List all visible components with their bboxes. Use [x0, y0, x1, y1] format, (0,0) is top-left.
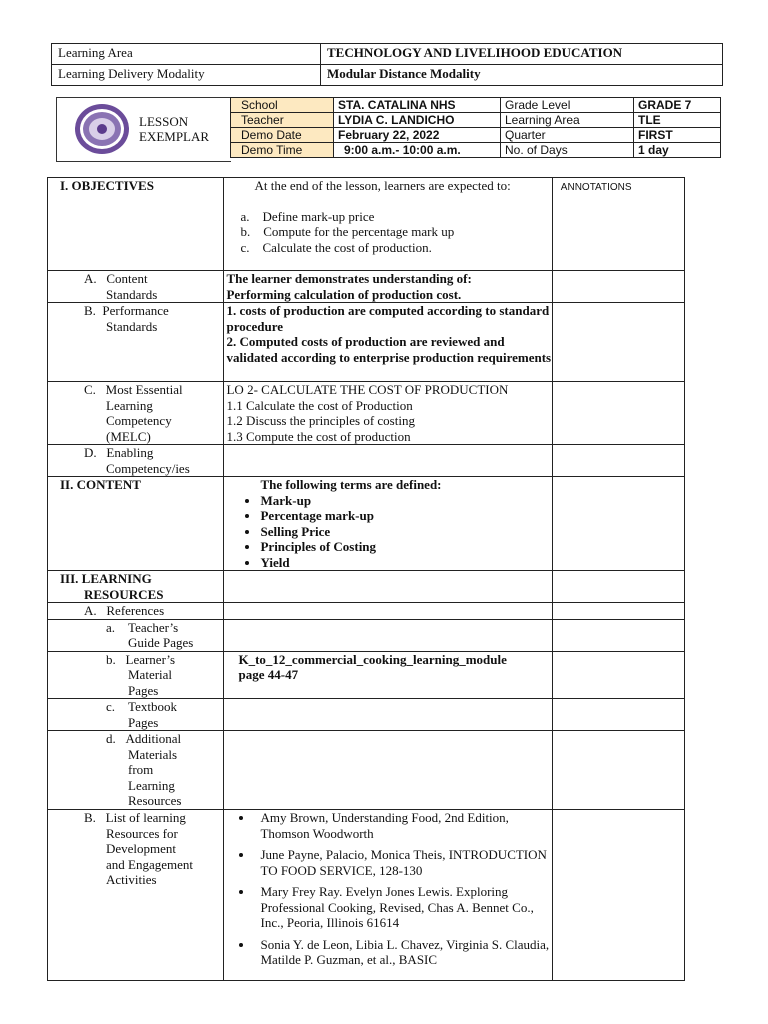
header-label: Learning Area — [52, 44, 321, 65]
row-label: D. Enabling Competency/ies — [84, 445, 190, 476]
info-key: Learning Area — [501, 113, 634, 128]
table-row — [48, 477, 685, 571]
row-label: B. Performance Standards — [84, 303, 169, 334]
info-key: Grade Level — [501, 98, 634, 113]
row-label: B. List of learning Resources for Development and Engagement Activities — [84, 810, 193, 887]
table-row — [48, 699, 685, 731]
objective-item: c. Calculate the cost of production. — [240, 239, 432, 255]
references-list — [226, 810, 551, 968]
learners-material-ref: K_to_12_commercial_cooking_learning_module — [238, 651, 507, 667]
info-row — [231, 98, 721, 113]
header-value: TECHNOLOGY AND LIVELIHOOD EDUCATION — [321, 44, 723, 65]
title-line: EXEMPLAR — [139, 129, 210, 144]
info-row — [231, 113, 721, 128]
table-row — [48, 571, 685, 603]
melc-line: 1.2 Discuss the principles of costing — [226, 413, 415, 428]
list-item: • Principles of Costing — [260, 539, 551, 555]
performance-standard-item: 1. costs of production are computed according to standard procedure — [226, 303, 550, 334]
info-value: LYDIA C. LANDICHO — [334, 113, 501, 128]
content-standard-text: The learner demonstrates understanding of: — [226, 271, 472, 286]
info-key: No. of Days — [501, 143, 634, 158]
table-row — [48, 810, 685, 981]
list-item: • Percentage mark-up — [260, 508, 551, 524]
list-item: • June Payne, Palacio, Monica Theis, INTRODUCTION TO FOOD SERVICE, 128-130 — [254, 847, 551, 878]
header-table — [51, 43, 723, 86]
row-label: c. Textbook Pages — [106, 699, 177, 730]
table-row — [48, 178, 685, 271]
lesson-info-table — [230, 97, 721, 158]
section-heading: II. CONTENT — [60, 477, 141, 492]
row-label: C. Most Essential Learning Competency (MELC) — [84, 382, 183, 444]
school-seal-logo — [72, 101, 132, 157]
list-item: • Selling Price — [260, 524, 551, 540]
info-value: TLE — [634, 113, 721, 128]
info-key: Demo Time — [231, 143, 334, 158]
lesson-plan-table — [47, 177, 685, 981]
info-key: Demo Date — [231, 128, 334, 143]
table-row — [48, 445, 685, 477]
learners-material-pages: page 44-47 — [238, 667, 299, 682]
info-value: 1 day — [634, 143, 721, 158]
row-label: b. Learner’s Material Pages — [106, 651, 176, 698]
performance-standard-item: 2. Computed costs of production are reviewed and validated according to enterprise production requirements — [226, 334, 552, 365]
melc-line: 1.3 Compute the cost of production — [226, 428, 411, 444]
melc-line: 1.1 Calculate the cost of Production — [226, 397, 413, 413]
annotations-heading: ANNOTATIONS — [560, 182, 632, 193]
table-row — [48, 651, 685, 699]
list-item: • Yield — [260, 555, 551, 571]
content-standard-text: Performing calculation of production cost. — [226, 286, 462, 302]
info-value: 9:00 a.m.- 10:00 a.m. — [334, 143, 501, 158]
table-row — [48, 619, 685, 651]
info-value: February 22, 2022 — [334, 128, 501, 143]
row-label: a. Teacher’s Guide Pages — [106, 619, 194, 650]
content-intro: The following terms are defined: — [260, 477, 442, 492]
section-heading: III. LEARNING RESOURCES — [60, 571, 164, 602]
terms-list — [226, 493, 551, 571]
objective-item: b. Compute for the percentage mark up — [240, 224, 455, 239]
info-key: Quarter — [501, 128, 634, 143]
title-line: LESSON — [139, 114, 189, 129]
table-row — [48, 603, 685, 620]
info-row — [231, 128, 721, 143]
info-key: School — [231, 98, 334, 113]
row-label: A. Content Standards — [84, 271, 158, 302]
list-item: • Sonia Y. de Leon, Libia L. Chavez, Virginia S. Claudia, Matilde P. Guzman, et al., BASIC — [254, 937, 551, 968]
melc-line: LO 2- CALCULATE THE COST OF PRODUCTION — [226, 382, 509, 397]
list-item: • Amy Brown, Understanding Food, 2nd Edition, Thomson Woodworth — [254, 810, 551, 841]
info-value: GRADE 7 — [634, 98, 721, 113]
info-row — [231, 143, 721, 158]
table-row — [48, 303, 685, 382]
list-item: • Mary Frey Ray. Evelyn Jones Lewis. Exploring Professional Cooking, Revised, Chas A. Bennet Co., Inc., Peoria, Illinois 61614 — [254, 884, 551, 931]
header-value: Modular Distance Modality — [321, 65, 723, 86]
lesson-exemplar-title — [139, 114, 209, 144]
table-row — [48, 382, 685, 445]
list-item: • Mark-up — [260, 493, 551, 509]
info-value: FIRST — [634, 128, 721, 143]
objectives-intro: At the end of the lesson, learners are expected to: — [254, 178, 511, 193]
table-row — [48, 271, 685, 303]
section-heading: I. OBJECTIVES — [60, 178, 154, 193]
table-row — [48, 731, 685, 810]
objective-item: a. Define mark-up price — [240, 208, 375, 224]
row-label: d. Additional Materials from Learning Resources — [106, 731, 182, 808]
header-label: Learning Delivery Modality — [52, 65, 321, 86]
info-value: STA. CATALINA NHS — [334, 98, 501, 113]
info-key: Teacher — [231, 113, 334, 128]
row-label: A. References — [84, 603, 165, 618]
header-row — [52, 65, 723, 86]
header-row — [52, 44, 723, 65]
